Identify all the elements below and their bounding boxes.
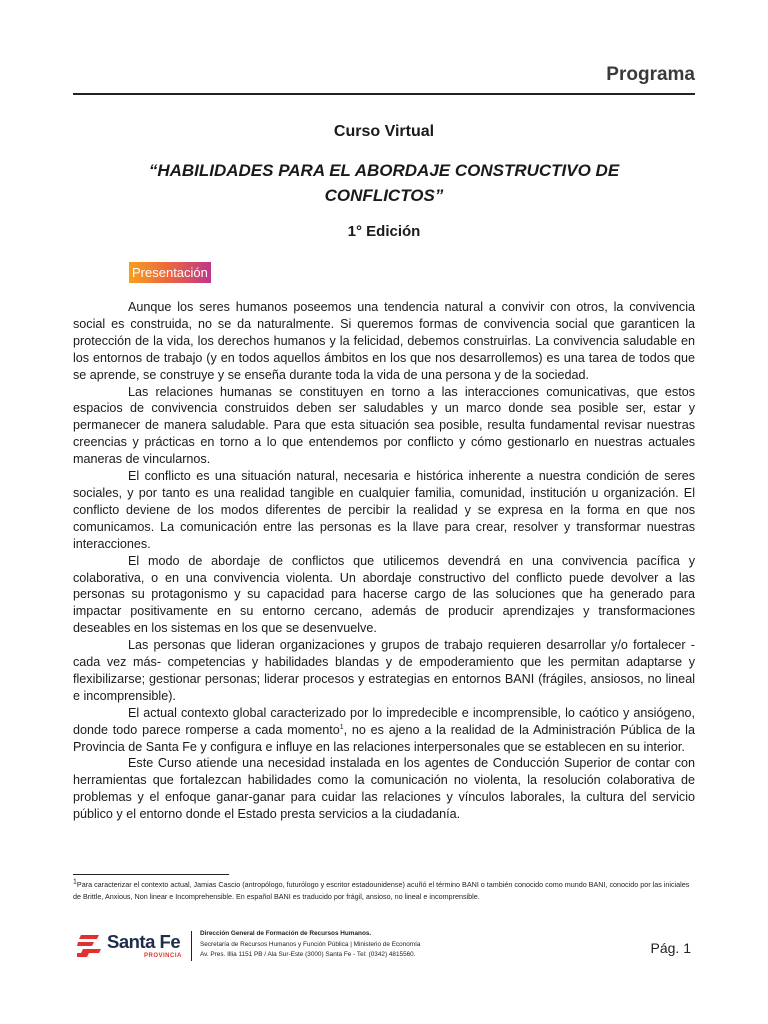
footer-org-line-1: Dirección General de Formación de Recursos Humanos.	[200, 930, 372, 937]
body-paragraph-5: Las personas que lideran organizaciones y grupos de trabajo requieren desarrollar y/o fortalecer -cada vez más- competencias y habilidades blandas y de empoderamiento que les permitan adaptarse y flexibilizarse; gestionar personas; liderar procesos y estrategias en entornos BANI (frágiles, ansiosos, no lineal e incomprensible).	[73, 638, 695, 703]
santa-fe-logo	[77, 931, 185, 961]
course-title-line-2: CONFLICTOS”	[324, 186, 444, 205]
logo-province-label: PROVINCIA	[144, 953, 182, 959]
body-paragraph-4: El modo de abordaje de conflictos que utilicemos devendrá en una convivencia pacífica y colaborativa, o en una convivencia violenta. Un abordaje constructivo del conflicto puede devolver a las personas su protagonismo y su capacidad para hacerse cargo de las soluciones que ha generado para impactar positivamente en su entorno cercano, además de producir aprendizajes y transformaciones deseables en los sistemas en los que se desenvuelve.	[73, 553, 695, 636]
footnote-divider	[73, 874, 229, 875]
header-divider	[73, 93, 695, 95]
context-text-after: , no es ajeno a la realidad de la Administración Pública de la Provincia de Santa Fe y configura e influye en las relaciones interpersonales que se establecen en su interior.	[73, 722, 695, 754]
footer-divider	[191, 931, 192, 961]
body-paragraph-7: Este Curso atiende una necesidad instalada en los agentes de Conducción Superior de contar con herramientas que fortalezcan habilidades como la comunicación no violenta, la resolución colaborativa de problemas y el enfoque ganar-ganar para cuidar las relaciones y vínculos laborales, la cultura del servicio público y el entorno donde el Estado presta servicios a la ciudadanía.	[73, 756, 695, 822]
body-paragraph-2: Las relaciones humanas se constituyen en torno a las interacciones comunicativas, que estos espacios de convivencia construidos deben ser saludables y un marco donde sea posible ser, estar y permanecer de manera saludable. Para que esta situación sea posible, resulta fundamental revisar nuestras creencias y prácticas en torno a lo que entendemos por conflicto y cómo gestionarlo en nuestras actuales maneras de vincularnos.	[73, 384, 695, 467]
footnote-marker: 1	[73, 878, 77, 886]
footer-org-line-2: Secretaría de Recursos Humanos y Función Pública | Ministerio de Economía	[200, 940, 421, 948]
section-heading-presentacion: Presentación	[129, 262, 211, 283]
page-number: Pág. 1	[650, 940, 691, 956]
course-title	[105, 158, 663, 208]
footnote	[73, 879, 698, 903]
context-text-before: El actual contexto global caracterizado por lo impredecible e incomprensible, lo caótico y ansiógeno, donde todo parece romperse a cada momento	[73, 705, 695, 737]
santa-fe-logo-icon	[77, 933, 103, 957]
footnote-text: Para caracterizar el contexto actual, Jamias Cascio (antropólogo, futurólogo y escritor estadounidense) acuñó el término BANI o también conocido como mundo BANI, conocido por las iniciales de Brittle, Anxious, Non linear e Incomprehensible. En español BANI es traducido por frágil, ansioso, no lineal e incomprensible.	[73, 880, 690, 901]
edition-label: 1° Edición	[347, 223, 421, 240]
body-paragraph-6	[73, 705, 695, 756]
logo-wordmark: Santa Fe	[107, 931, 181, 952]
footer-organization	[200, 929, 420, 961]
course-title-line-1: “HABILIDADES PARA EL ABORDAJE CONSTRUCTIVO DE	[148, 161, 620, 180]
footer-org-line-3: Av. Pres. Illia 1151 PB / Ala Sur-Este (3000) Santa Fe - Tel: (0342) 4815560.	[200, 951, 416, 958]
body-paragraph-3: El conflicto es una situación natural, necesaria e histórica inherente a nuestra condición de seres sociales, y por tanto es una realidad tangible en cualquier familia, comunidad, institución u organización. El conflicto deviene de los modos diferentes de percibir la realidad y se expresa en la forma en que nos comunicamos. La comunicación entre las personas es la llave para crear, resolver y transformar nuestras interacciones.	[73, 469, 695, 551]
body-paragraph-1: Aunque los seres humanos poseemos una tendencia natural a convivir con otros, la convivencia social es construida, no se da naturalmente. Si queremos formas de convivencia social que garanticen la protección de la vida, los derechos humanos y la felicidad, debemos construirlas. La convivencia saludable en los entornos de trabajo (y en todos aquellos ámbitos en los que nos desarrollemos) es una tarea de todos que se aprende, se construye y se enseña durante toda la vida de una persona y de la sociedad.	[73, 300, 695, 382]
header-title: Programa	[606, 64, 695, 85]
course-type: Curso Virtual	[333, 123, 435, 140]
presentation-body	[73, 299, 695, 823]
footnote-reference[interactable]: 1	[339, 723, 344, 731]
